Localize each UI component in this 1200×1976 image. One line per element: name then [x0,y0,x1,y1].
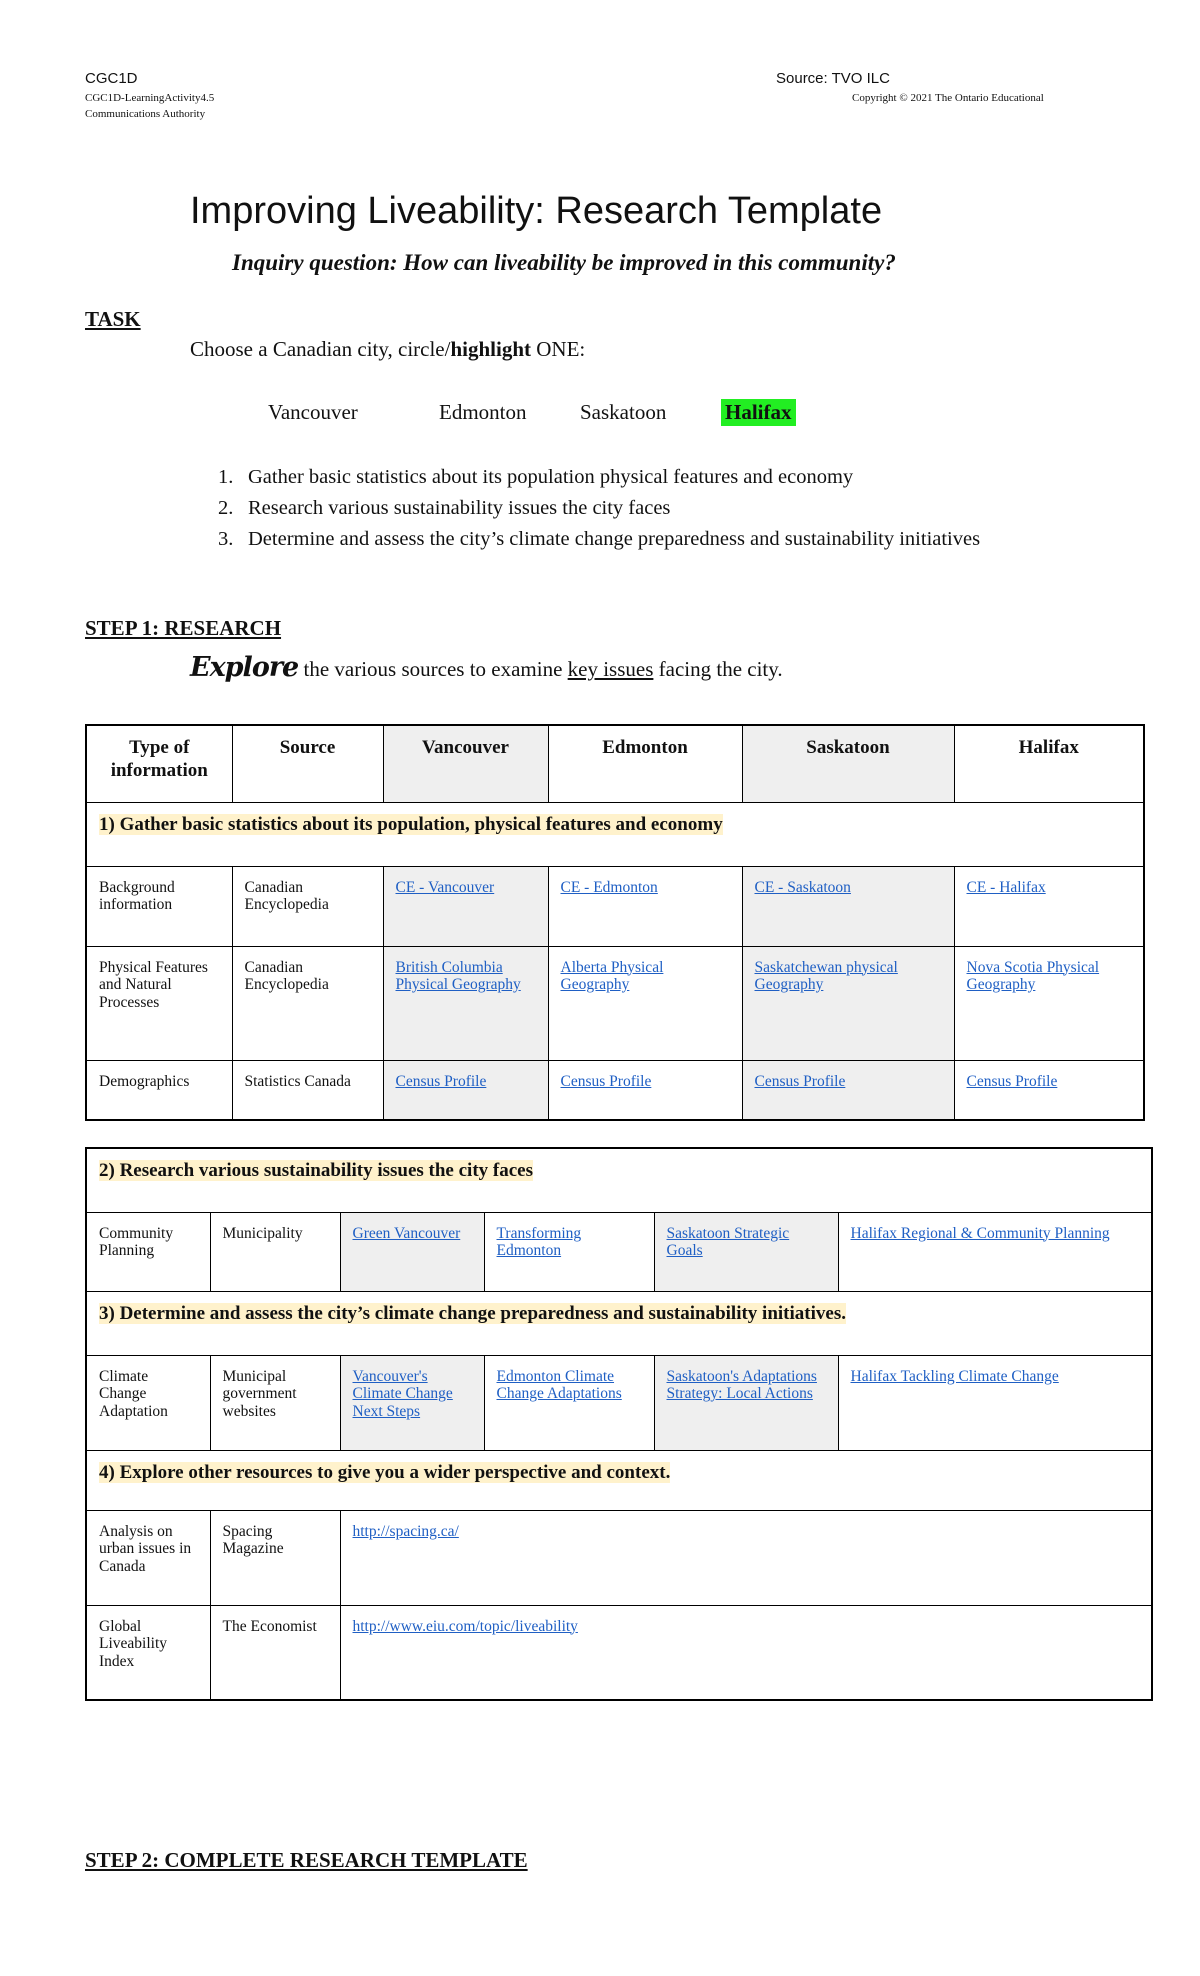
link-halifax-tackling-climate-change[interactable]: Halifax Tackling Climate Change [850,1367,1059,1385]
inquiry-question: Inquiry question: How can liveability be improved in this community? [232,250,896,275]
link-alberta-physical-geography[interactable]: Alberta Physical Geography [560,958,664,993]
link-spacing-magazine[interactable]: http://spacing.ca/ [352,1522,459,1540]
link-transforming-edmonton[interactable]: Transforming Edmonton [496,1224,582,1259]
link-edmonton-climate-adaptations[interactable]: Edmonton Climate Change Adaptations [496,1367,622,1402]
column-header: Halifax [954,725,1144,802]
table-row: Global Liveability Index The Economist http://www.eiu.com/topic/liveability [86,1605,1152,1700]
column-header: Saskatoon [742,725,954,802]
link-ce-saskatoon[interactable]: CE - Saskatoon [754,878,851,896]
copyright-continued: Communications Authority [85,108,206,120]
task-heading: TASK [85,307,141,331]
table-row: Physical Features and Natural Processes Canadian Encyclopedia British Columbia Physical Geography Alberta Physical Geography Saskatchewan physical Geography Nova Scotia Physical Geography [86,946,1144,1060]
link-ce-edmonton[interactable]: CE - Edmonton [560,878,658,896]
link-saskatchewan-physical-geography[interactable]: Saskatchewan physical Geography [754,958,898,993]
column-header: Vancouver [383,725,548,802]
task-steps-list [218,462,980,555]
table-row: Community Planning Municipality Green Vancouver Transforming Edmonton Saskatoon Strategic Goals Halifax Regional & Community Planning [86,1212,1152,1291]
link-green-vancouver[interactable]: Green Vancouver [352,1224,461,1242]
link-vancouver-climate-change[interactable]: Vancouver's Climate Change Next Steps [352,1367,453,1420]
list-item: 3. Determine and assess the city’s climate change preparedness and sustainability initiatives [218,528,981,550]
research-table-1 [85,724,1145,1121]
link-census-edmonton[interactable]: Census Profile [560,1072,652,1090]
activity-code: CGC1D-LearningActivity4.5 [85,92,215,104]
choose-instruction: Choose a Canadian city, circle/highlight ONE: [190,337,586,361]
section-banner: 3) Determine and assess the city’s climate change preparedness and sustainability initiatives. [86,1291,1152,1355]
list-item: 2. Research various sustainability issues the city faces [218,497,671,519]
table-row: Analysis on urban issues in Canada Spacing Magazine http://spacing.ca/ [86,1510,1152,1605]
link-saskatoon-adaptations-strategy[interactable]: Saskatoon's Adaptations Strategy: Local Actions [666,1367,817,1402]
link-census-vancouver[interactable]: Census Profile [395,1072,487,1090]
source-label: Source: TVO ILC [776,70,890,87]
column-header: Edmonton [548,725,742,802]
link-ce-vancouver[interactable]: CE - Vancouver [395,878,495,896]
section-banner: 4) Explore other resources to give you a wider perspective and context. [86,1450,1152,1510]
link-ce-halifax[interactable]: CE - Halifax [966,878,1046,896]
link-nova-scotia-physical-geography[interactable]: Nova Scotia Physical Geography [966,958,1100,993]
city-option-halifax-selected[interactable]: Halifax [721,399,796,426]
table-row: Climate Change Adaptation Municipal government websites Vancouver's Climate Change Next Steps Edmonton Climate Change Adaptations Saskatoon's Adaptations Strategy: Local Actions Halifax Tackling Climate Change [86,1355,1152,1450]
table-row: Demographics Statistics Canada Census Profile Census Profile Census Profile Census Profile [86,1060,1144,1120]
link-bc-physical-geography[interactable]: British Columbia Physical Geography [395,958,521,993]
table-header-row [86,725,1144,802]
course-code: CGC1D [85,70,138,87]
page-title: Improving Liveability: Research Template [190,190,883,232]
city-option-edmonton[interactable]: Edmonton [439,400,527,424]
column-header: Type of information [86,725,232,802]
link-census-halifax[interactable]: Census Profile [966,1072,1058,1090]
link-saskatoon-strategic-goals[interactable]: Saskatoon Strategic Goals [666,1224,790,1259]
table-row: Background information Canadian Encyclopedia CE - Vancouver CE - Edmonton CE - Saskatoon CE - Halifax [86,866,1144,946]
step2-heading: STEP 2: COMPLETE RESEARCH TEMPLATE [85,1848,528,1872]
link-halifax-community-planning[interactable]: Halifax Regional & Community Planning [850,1224,1110,1242]
city-option-saskatoon[interactable]: Saskatoon [580,400,667,424]
column-header: Source [232,725,383,802]
list-item: 1. Gather basic statistics about its population physical features and economy [218,466,854,488]
explore-instruction: Explore the various sources to examine key issues facing the city. [190,652,783,683]
link-eiu-liveability[interactable]: http://www.eiu.com/topic/liveability [352,1617,578,1635]
link-census-saskatoon[interactable]: Census Profile [754,1072,846,1090]
research-table-2 [85,1147,1153,1701]
section-banner: 2) Research various sustainability issues the city faces [86,1148,1152,1212]
step1-heading: STEP 1: RESEARCH [85,616,282,640]
section-banner: 1) Gather basic statistics about its population, physical features and economy [86,802,1144,866]
copyright-notice: Copyright © 2021 The Ontario Educational [852,92,1044,104]
city-option-vancouver[interactable]: Vancouver [268,400,358,424]
